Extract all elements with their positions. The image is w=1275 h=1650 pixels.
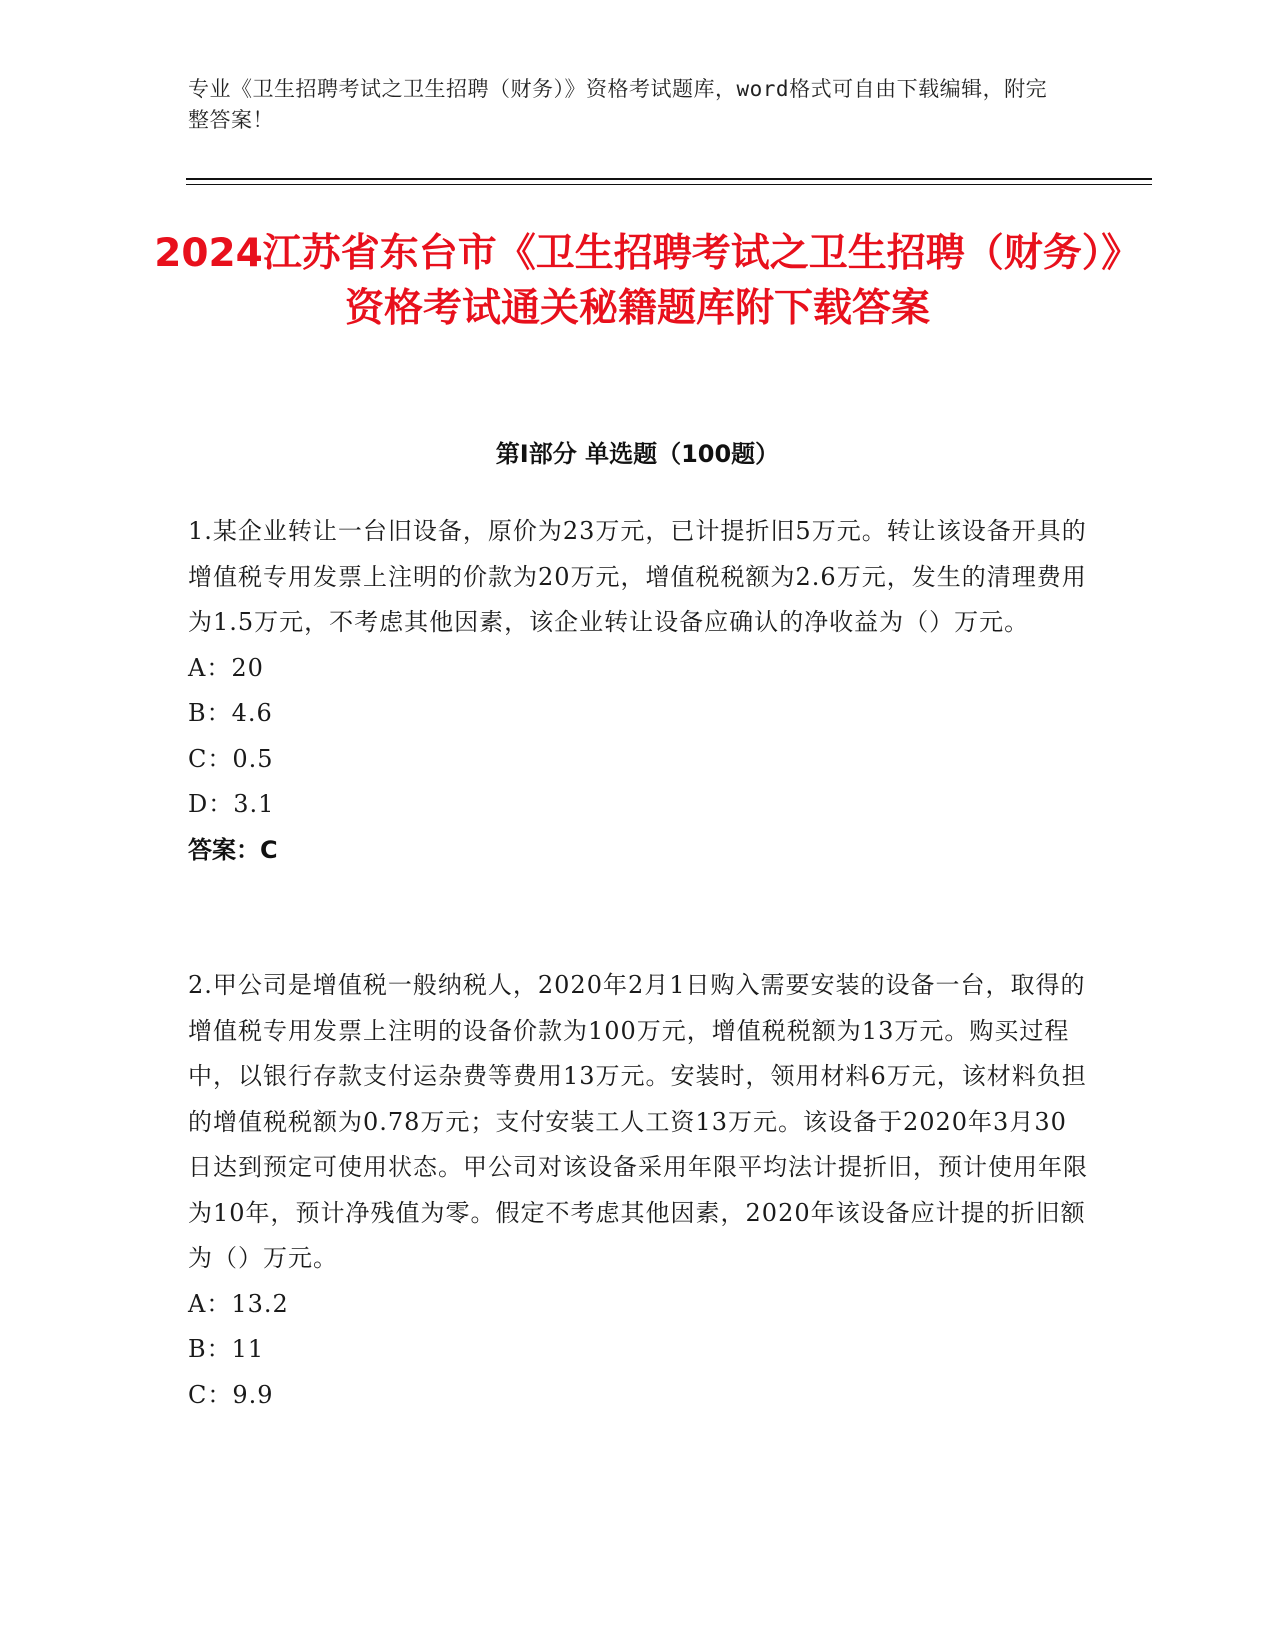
- question-2: [188, 963, 1088, 1418]
- option-d: D：3.1: [188, 790, 275, 818]
- section-title: 第I部分 单选题（100题）: [495, 440, 780, 468]
- option-a: A：20: [188, 653, 264, 682]
- header-note: 专业《卫生招聘考试之卫生招聘（财务）》资格考试题库，word格式可自由下载编辑，附完整答案！: [188, 77, 1048, 132]
- option-b: B：11: [188, 1335, 265, 1363]
- question-stem: 2.甲公司是增值税一般纳税人，2020年2月1日购入需要安装的设备一台，取得的增值税专用发票上注明的设备价款为100万元，增值税税额为13万元。购买过程中，以银行存款支付运杂费等费用13万元。安装时，领用材料6万元，该材料负担的增值税税额为0.78万元；支付安装工人工资13万元。该设备于2020年3月30日达到预定可使用状态。甲公司对该设备采用年限平均法计提折旧，预计使用年限为10年，预计净残值为零。假定不考虑其他因素，2020年该设备应计提的折旧额为（）万元。: [188, 971, 1088, 1272]
- option-a: A：13.2: [188, 1289, 289, 1318]
- option-c: C：0.5: [188, 744, 274, 773]
- question-stem: 1.某企业转让一台旧设备，原价为23万元，已计提折旧5万元。转让该设备开具的增值税专用发票上注明的价款为20万元，增值税税额为2.6万元，发生的清理费用为1.5万元，不考虑其他因素，该企业转让设备应确认的净收益为（）万元。: [188, 517, 1087, 636]
- answer-line: 答案：C: [188, 835, 278, 864]
- document-title: 2024江苏省东台市《卫生招聘考试之卫生招聘（财务）》资格考试通关秘籍题库附下载答案: [154, 231, 1121, 331]
- question-1: [188, 509, 1088, 873]
- option-c: C：9.9: [188, 1380, 274, 1409]
- header-divider-thin: [186, 184, 1152, 185]
- header-divider-thick: [186, 178, 1152, 180]
- option-b: B：4.6: [188, 699, 273, 727]
